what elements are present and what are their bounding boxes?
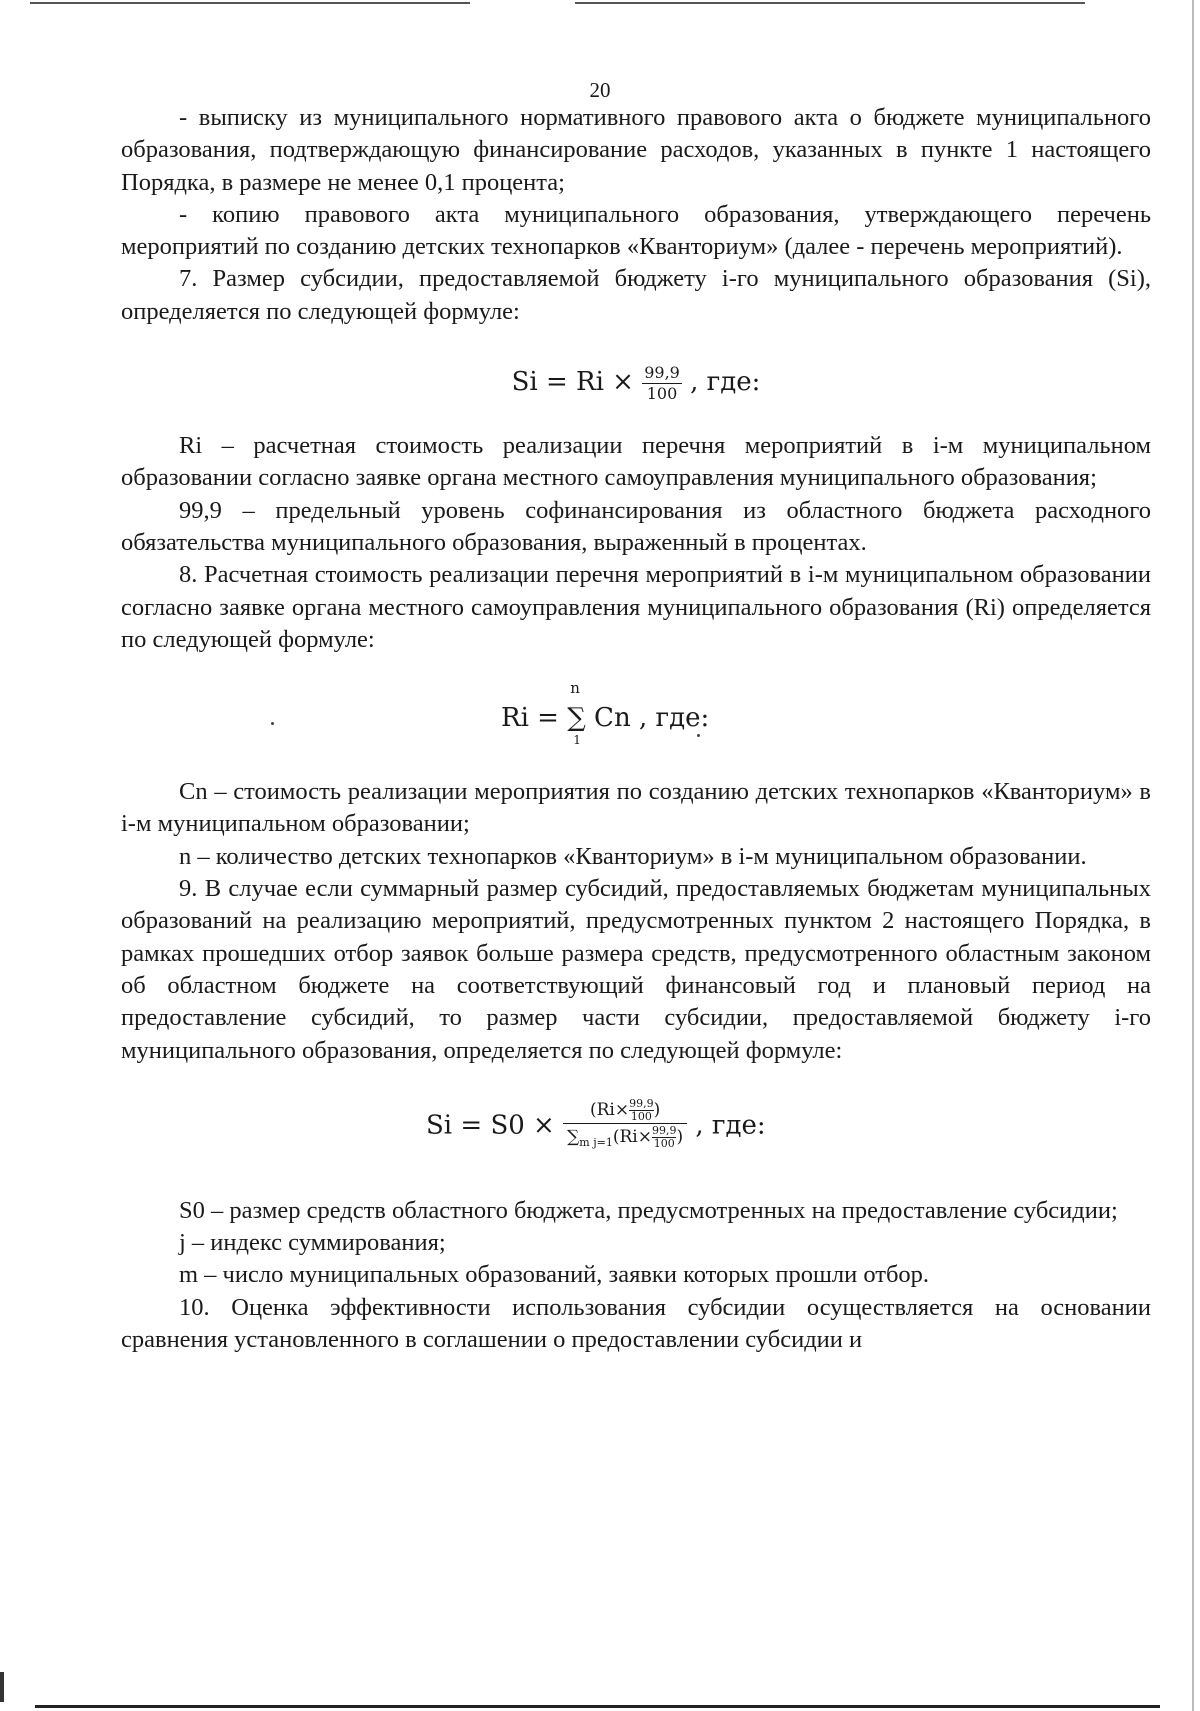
formula-subsidy-lhs: Si = Ri ×: [511, 367, 634, 398]
scan-edge-right: [1192, 0, 1194, 1711]
mini-numerator: 99,9: [629, 1096, 654, 1110]
scan-edge-top-right: [575, 2, 1085, 4]
definition-ri: Ri – расчетная стоимость реализации перечня мероприятий в i-м муниципальном образовании согласно заявке органа местного самоуправления муниципального образования;: [121, 432, 1151, 492]
formula-subsidy-denominator: 100: [646, 383, 678, 403]
formula-estimated-cost-body: [501, 679, 710, 748]
paragraph-10: 10. Оценка эффективности использования субсидии осуществляется на основании сравнения установленного в соглашении о предоставлении субсидии и: [121, 1293, 1151, 1354]
formula-estimated-cost: [121, 656, 1151, 776]
formula-estimated-cost-tail: , где:: [638, 703, 710, 734]
formula-subsidy-fraction: [642, 363, 682, 404]
page-number: 20: [589, 78, 611, 102]
sum-operator: [567, 679, 586, 748]
scan-edge-left: [0, 1672, 4, 1702]
denominator-close: ): [676, 1126, 684, 1147]
formula-estimated-cost-term: Cn: [594, 703, 631, 734]
document-body: [121, 102, 1151, 1356]
paragraph-copy: - копию правового акта муниципального образования, утверждающего перечень мероприятий по созданию детских технопарков «Кванториум» (далее - перечень мероприятий).: [121, 200, 1151, 261]
definition-m: m – число муниципальных образований, заявки которых прошли отбор.: [179, 1261, 930, 1289]
denominator-mini-fraction: [652, 1125, 677, 1150]
formula-subsidy-tail: , где:: [690, 367, 761, 398]
denominator-sigma: ∑: [567, 1126, 580, 1147]
formula-proportional-lhs: Si = S0 ×: [426, 1110, 555, 1141]
formula-proportional-tail: , где:: [695, 1110, 766, 1141]
formula-proportional-numerator: [563, 1097, 687, 1124]
mini-denominator: 100: [653, 1136, 675, 1150]
scan-speck: [271, 722, 274, 725]
paragraph-extract: - выписку из муниципального нормативного правового акта о бюджете муниципального образования, подтверждающую финансирование расходов, указанных в пункте 1 настоящего Порядка, в размере не менее 0,1 процента;: [121, 104, 1151, 196]
definition-s0: S0 – размер средств областного бюджета, предусмотренных на предоставление субсидии;: [179, 1196, 1118, 1224]
definition-999: 99,9 – предельный уровень софинансирования из областного бюджета расходного обязательства муниципального образования, выраженный в процентах.: [121, 496, 1151, 556]
mini-numerator: 99,9: [651, 1123, 677, 1137]
denominator-limits: m j=1: [579, 1135, 613, 1149]
scan-edge-top-left: [30, 2, 470, 4]
formula-proportional-denominator: [563, 1124, 687, 1156]
formula-proportional-subsidy-body: [426, 1097, 766, 1156]
definition-n: n – количество детских технопарков «Кванториум» в i-м муниципальном образовании.: [179, 842, 1087, 870]
denominator-open: (Ri×: [612, 1126, 652, 1147]
formula-subsidy-numerator: 99,9: [644, 362, 680, 382]
scan-edge-bottom: [35, 1705, 1160, 1708]
paragraph-8: 8. Расчетная стоимость реализации перечня мероприятий в i-м муниципальном образовании согласно заявке органа местного самоуправления муниципального образования (Ri) определяется по следующей формуле:: [121, 561, 1151, 653]
scan-speck: [697, 734, 700, 737]
formula-subsidy: [121, 336, 1151, 428]
definition-j: j – индекс суммирования;: [179, 1229, 446, 1257]
sum-lower-limit: 1: [573, 733, 581, 748]
definition-cn: Cn – стоимость реализации мероприятия по созданию детских технопарков «Кванториум» в i-м муниципальном образовании;: [121, 778, 1151, 838]
formula-estimated-cost-lhs: Ri =: [501, 703, 559, 734]
paragraph-7: 7. Размер субсидии, предоставляемой бюджету i-го муниципального образования (Si), определяется по следующей формуле:: [121, 265, 1151, 325]
numerator-close: ): [653, 1099, 661, 1120]
formula-proportional-fraction: [563, 1097, 687, 1156]
paragraph-9: 9. В случае если суммарный размер субсидий, предоставляемых бюджетам муниципальных образований на реализацию мероприятий, предусмотренных пунктом 2 настоящего Порядка, в рамках прошедших отбор заявок больше размера средств, предусмотренного областным законом об областном бюджете на соответствующий финансовый год и плановый период на предоставление субсидий, то размер части субсидии, предоставляемой бюджету i-го муниципального образования, определяется по следующей формуле:: [121, 875, 1151, 1064]
numerator-open: (Ri×: [589, 1099, 630, 1120]
mini-denominator: 100: [630, 1109, 652, 1123]
sum-upper-limit: n: [570, 679, 580, 698]
sum-sigma: ∑: [567, 703, 586, 734]
numerator-mini-fraction: [629, 1098, 654, 1123]
formula-proportional-subsidy: [121, 1067, 1151, 1195]
